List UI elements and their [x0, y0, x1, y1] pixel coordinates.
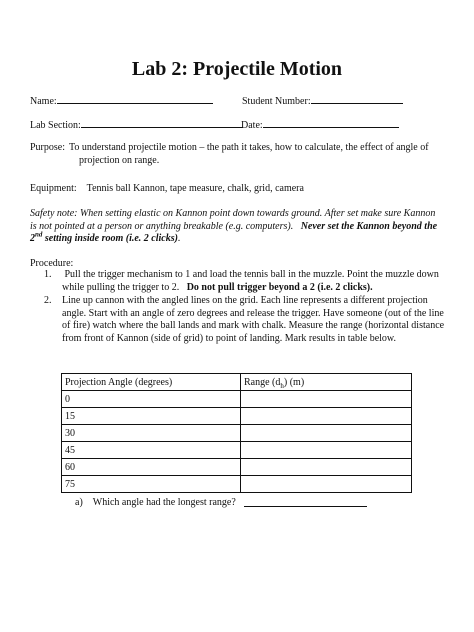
- step-number: 1.: [44, 269, 52, 280]
- safety-warning: Never set the Kannon beyond the 2nd setting inside room (i.e. 2 clicks): [30, 220, 438, 244]
- range-cell[interactable]: [241, 391, 412, 408]
- table-row: [62, 391, 412, 408]
- date-label: Date:: [241, 120, 263, 131]
- table-row: [62, 476, 412, 493]
- procedure-step-2: Line up cannon with the angled lines on the grid. Each line represents a different projection angle. Start with an angle of zero degrees and release the trigger. Have someone (out of the line of fire) watch where the ball lands and mark with chalk. Measure the range (horizontal distance from front of Kannon (side of grid) to point of landing. Mark results in table below.: [62, 295, 445, 344]
- procedure-label: Procedure:: [30, 258, 74, 269]
- table-row: [62, 459, 412, 476]
- range-cell[interactable]: [241, 408, 412, 425]
- date-field[interactable]: [263, 118, 399, 128]
- safety-note: Safety note: When setting elastic on Kannon point down towards ground. After set make sure Kannon is not pointed at a person or anything breakable (e.g. computers). Never set the Kannon beyond the 2nd setting inside room (i.e. 2 clicks).: [30, 208, 438, 244]
- angle-cell: 60: [62, 459, 241, 476]
- header-range: Range $(d_h)$ (m): [241, 374, 412, 391]
- equipment-label: Equipment:: [30, 183, 77, 194]
- lab-section-label: Lab Section:: [30, 120, 81, 131]
- student-number-field[interactable]: [311, 94, 403, 104]
- equipment-text: Tennis ball Kannon, tape measure, chalk, grid, camera: [86, 183, 304, 194]
- range-cell[interactable]: [241, 459, 412, 476]
- question-label: a): [75, 497, 83, 508]
- question-text: Which angle had the longest range?: [92, 497, 236, 508]
- name-field[interactable]: [57, 94, 213, 104]
- angle-cell: 15: [62, 408, 241, 425]
- name-label: Name:: [30, 96, 57, 107]
- range-cell[interactable]: [241, 476, 412, 493]
- purpose-label: Purpose:: [30, 142, 65, 153]
- safety-note-text: Safety note: When setting elastic on Kannon point down towards ground. After set make sure Kannon is not pointed at a person or anything breakable (e.g. computers).: [30, 208, 436, 232]
- student-number-label: Student Number:: [242, 96, 311, 107]
- angle-cell: 45: [62, 442, 241, 459]
- page-title: Lab 2: Projectile Motion: [131, 58, 343, 80]
- table-row: [62, 442, 412, 459]
- student-number-row: [242, 94, 403, 108]
- step-number: 2.: [44, 295, 52, 306]
- results-table: [61, 373, 412, 493]
- answer-row: [244, 497, 367, 511]
- table-header-row: [62, 374, 412, 391]
- procedure-step-1: Pull the trigger mechanism to 1 and load the tennis ball in the muzzle. Point the muzzle down while pulling the trigger to 2. Do not pull trigger beyond a 2 (i.e. 2 clicks).: [62, 269, 439, 293]
- table-row: [62, 425, 412, 442]
- equipment-row: [30, 183, 304, 195]
- answer-field[interactable]: [244, 497, 367, 507]
- date-row: [241, 118, 399, 132]
- angle-cell: 75: [62, 476, 241, 493]
- angle-cell: 30: [62, 425, 241, 442]
- lab-section-row: [30, 118, 243, 132]
- lab-section-field[interactable]: [81, 118, 243, 128]
- range-cell[interactable]: [241, 425, 412, 442]
- purpose-text: To understand projectile motion – the path it takes, how to calculate, the effect of angle of projection on range.: [69, 142, 429, 166]
- angle-cell: 0: [62, 391, 241, 408]
- table-row: [62, 408, 412, 425]
- question-a: [75, 497, 236, 509]
- name-row: [30, 94, 213, 108]
- header-projection-angle: Projection Angle (degrees): [62, 374, 241, 391]
- range-cell[interactable]: [241, 442, 412, 459]
